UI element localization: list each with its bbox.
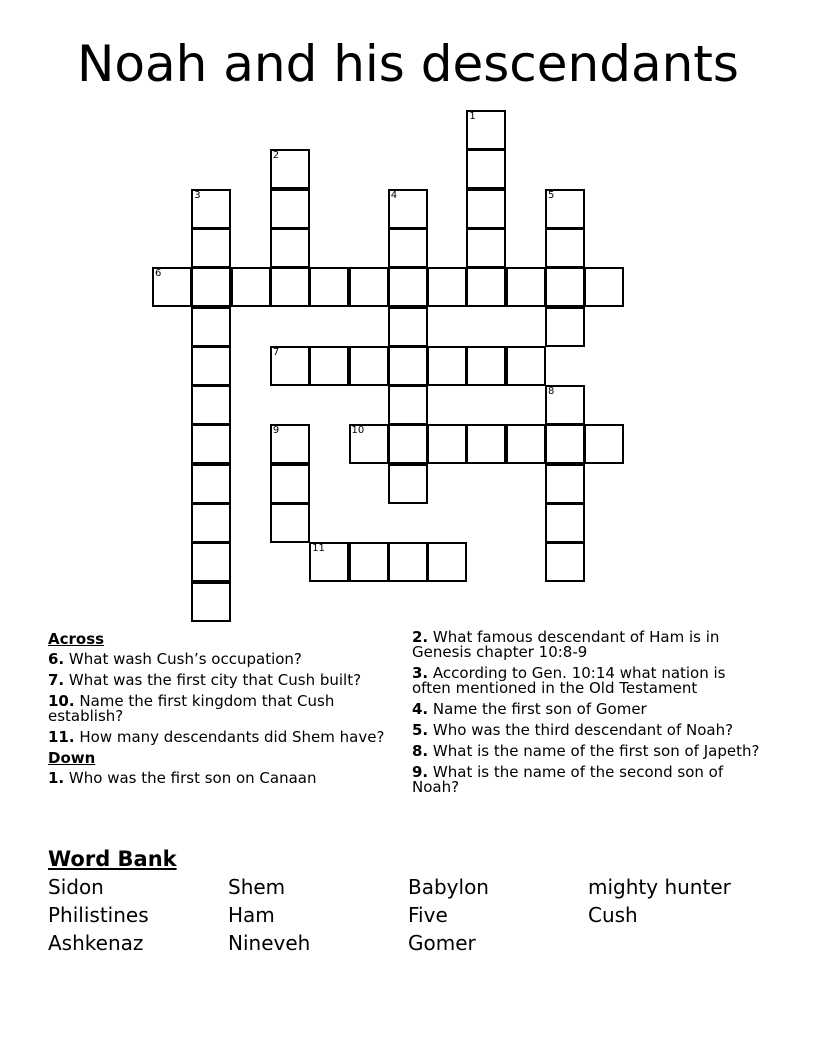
word-bank-item: Gomer xyxy=(408,931,476,955)
grid-cell[interactable] xyxy=(349,267,389,307)
grid-cell[interactable] xyxy=(506,267,546,307)
grid-cell[interactable] xyxy=(545,267,585,307)
grid-cell[interactable] xyxy=(388,385,428,425)
grid-cell[interactable] xyxy=(466,228,506,268)
grid-cell[interactable] xyxy=(191,582,231,622)
grid-cell[interactable] xyxy=(309,346,349,386)
grid-cell-number: 1 xyxy=(469,111,476,122)
word-bank-item: Philistines xyxy=(48,903,149,927)
grid-cell[interactable] xyxy=(191,503,231,543)
clue-down-9: 9. What is the name of the second son of Noah? xyxy=(412,763,724,796)
grid-cell[interactable] xyxy=(584,267,624,307)
grid-cell[interactable] xyxy=(466,149,506,189)
word-bank-item: Sidon xyxy=(48,875,104,899)
grid-cell[interactable] xyxy=(309,542,349,582)
grid-cell[interactable] xyxy=(191,189,231,229)
grid-cell[interactable] xyxy=(388,228,428,268)
word-bank-item: Ham xyxy=(228,903,275,927)
grid-cell[interactable] xyxy=(427,346,467,386)
grid-cell[interactable] xyxy=(545,307,585,347)
grid-cell[interactable] xyxy=(270,464,310,504)
word-bank-item: Ashkenaz xyxy=(48,931,144,955)
grid-cell[interactable] xyxy=(270,346,310,386)
grid-cell[interactable] xyxy=(191,464,231,504)
word-bank-item: Five xyxy=(408,903,448,927)
grid-cell-number: 11 xyxy=(312,543,325,555)
grid-cell[interactable] xyxy=(191,267,231,307)
grid-cell[interactable] xyxy=(309,267,349,307)
clues-left-column xyxy=(48,630,400,792)
grid-cell[interactable] xyxy=(270,189,310,229)
grid-cell-number: 6 xyxy=(155,268,162,280)
grid-cell[interactable] xyxy=(191,307,231,347)
across-heading: Across xyxy=(48,630,105,648)
clue-down-1: 1. Who was the first son on Canaan xyxy=(48,769,317,787)
grid-cell[interactable] xyxy=(388,542,428,582)
grid-cell-number: 9 xyxy=(272,425,280,437)
grid-cell[interactable] xyxy=(388,189,428,229)
grid-cell-number: 2 xyxy=(272,150,280,162)
grid-cell[interactable] xyxy=(466,189,506,229)
grid-cell[interactable] xyxy=(231,267,271,307)
grid-cell[interactable] xyxy=(506,346,546,386)
down-heading: Down xyxy=(48,749,96,767)
clue-across-7: 7. What was the first city that Cush built? xyxy=(48,671,362,689)
clue-across-11: 11. How many descendants did Shem have? xyxy=(48,728,385,746)
word-bank-title: Word Bank xyxy=(48,847,177,871)
grid-cell[interactable] xyxy=(270,228,310,268)
grid-cell[interactable] xyxy=(349,424,389,464)
grid-cell[interactable] xyxy=(545,189,585,229)
grid-cell[interactable] xyxy=(545,424,585,464)
grid-cell-number: 3 xyxy=(194,189,201,201)
grid-cell-number: 5 xyxy=(548,189,555,201)
grid-cell[interactable] xyxy=(388,307,428,347)
clue-down-5: 5. Who was the third descendant of Noah? xyxy=(412,721,734,739)
grid-cell[interactable] xyxy=(388,267,428,307)
clue-down-8: 8. What is the name of the first son of Japeth? xyxy=(412,742,760,760)
page-title: Noah and his descendants xyxy=(77,35,739,93)
grid-cell[interactable] xyxy=(388,346,428,386)
grid-cell[interactable] xyxy=(545,542,585,582)
grid-cell[interactable] xyxy=(545,385,585,425)
grid-cell[interactable] xyxy=(466,110,506,150)
grid-cell[interactable] xyxy=(270,503,310,543)
grid-cell-number: 4 xyxy=(390,189,398,201)
grid-cell[interactable] xyxy=(545,503,585,543)
grid-cell[interactable] xyxy=(427,424,467,464)
word-bank-list xyxy=(48,874,788,956)
clue-down-2: 2. What famous descendant of Ham is in Genesis chapter 10:8-9 xyxy=(412,628,720,661)
grid-cell-number: 8 xyxy=(548,386,555,398)
grid-cell[interactable] xyxy=(349,542,389,582)
grid-cell[interactable] xyxy=(191,424,231,464)
grid-cell[interactable] xyxy=(466,346,506,386)
grid-cell[interactable] xyxy=(349,346,389,386)
word-bank-item: mighty hunter xyxy=(588,875,731,899)
grid-cell[interactable] xyxy=(191,385,231,425)
word-bank-item: Babylon xyxy=(408,875,489,899)
grid-cell[interactable] xyxy=(152,267,192,307)
grid-cell-number: 10 xyxy=(351,425,365,437)
grid-cell[interactable] xyxy=(427,542,467,582)
grid-cell[interactable] xyxy=(466,424,506,464)
clue-across-10: 10. Name the first kingdom that Cush establish? xyxy=(48,692,335,725)
word-bank-item: Cush xyxy=(588,903,638,927)
grid-cell[interactable] xyxy=(427,267,467,307)
clue-down-4: 4. Name the first son of Gomer xyxy=(412,700,647,718)
grid-cell[interactable] xyxy=(191,346,231,386)
grid-cell[interactable] xyxy=(191,228,231,268)
grid-cell[interactable] xyxy=(388,464,428,504)
grid-cell[interactable] xyxy=(270,149,310,189)
clues-right-column xyxy=(412,630,768,801)
word-bank-item: Nineveh xyxy=(228,931,311,955)
grid-cell-number: 7 xyxy=(272,346,280,358)
grid-cell[interactable] xyxy=(506,424,546,464)
grid-cell[interactable] xyxy=(270,267,310,307)
grid-cell[interactable] xyxy=(388,424,428,464)
grid-cell[interactable] xyxy=(466,267,506,307)
grid-cell[interactable] xyxy=(584,424,624,464)
clue-across-6: 6. What wash Cush’s occupation? xyxy=(48,650,302,668)
word-bank-item: Shem xyxy=(228,875,286,899)
grid-cell[interactable] xyxy=(545,464,585,504)
clue-down-3: 3. According to Gen. 10:14 what nation is often mentioned in the Old Testament xyxy=(412,664,726,697)
grid-cell[interactable] xyxy=(270,424,310,464)
grid-cell[interactable] xyxy=(191,542,231,582)
word-bank xyxy=(48,846,788,956)
grid-cell[interactable] xyxy=(545,228,585,268)
